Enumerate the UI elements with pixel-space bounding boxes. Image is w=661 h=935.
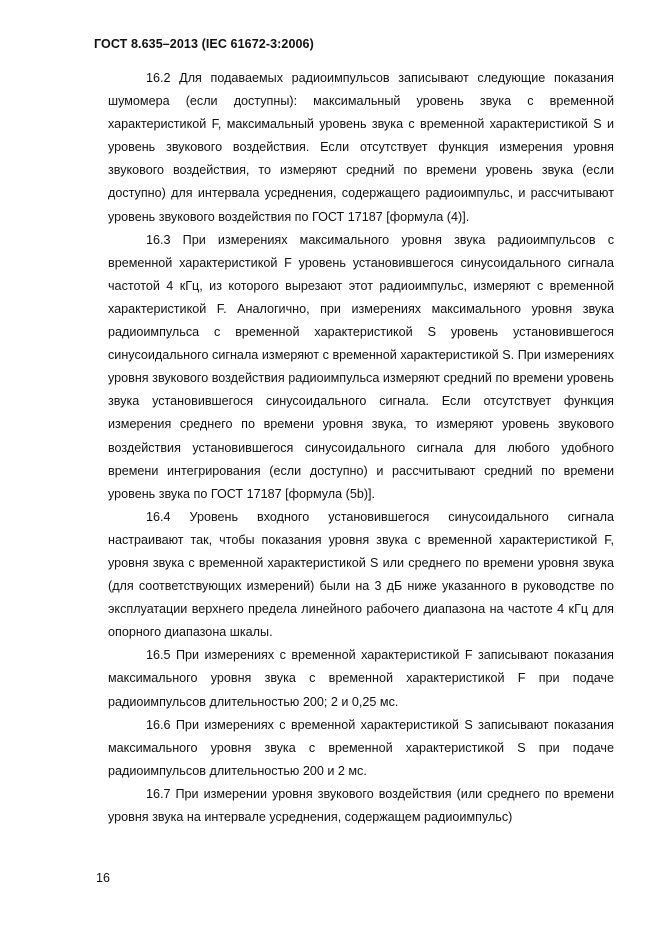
paragraph-16-2: 16.2 Для подаваемых радиоимпульсов записывают следующие показания шумомера (если доступны): максимальный уровень звука с временной характеристикой F, максимальный уровень звука с временной характеристикой S и уровень звукового воздействия. Если отсутствует функция измерения уровня звукового воздействия, то измеряют средний по времени уровень звука (если доступно) для интервала усреднения, содержащего радиоимпульс, и рассчитывают уровень звукового воздействия по ГОСТ 17187 [формула (4)]. — [108, 71, 614, 224]
paragraph-16-6: 16.6 При измерениях с временной характеристикой S записывают показания максимального уровня звука с временной характеристикой S при подаче радиоимпульсов длительностью 200 и 2 мс. — [108, 717, 614, 778]
paragraph-16-7: 16.7 При измерении уровня звукового воздействия (или среднего по времени уровня звука на интервале усреднения, содержащем радиоимпульс) — [108, 786, 614, 824]
document-header: ГОСТ 8.635–2013 (IEC 61672-3:2006) — [94, 37, 314, 51]
page-number: 16 — [96, 871, 110, 885]
paragraph-16-4: 16.4 Уровень входного установившегося синусоидального сигнала настраивают так, чтобы показания уровня звука с временной характеристикой F, уровня звука с временной характеристикой S или среднего по времени уровня звука (для соответствующих измерений) были на 3 дБ ниже указанного в руководстве по эксплуатации верхнего предела линейного рабочего диапазона на частоте 4 кГц для опорного диапазона шкалы. — [108, 509, 614, 640]
paragraph-16-5: 16.5 При измерениях с временной характеристикой F записывают показания максимального уровня звука с временной характеристикой F при подаче радиоимпульсов длительностью 200; 2 и 0,25 мс. — [108, 648, 614, 709]
document-body — [108, 67, 614, 829]
paragraph-16-3: 16.3 При измерениях максимального уровня звука радиоимпульсов с временной характеристикой F уровень установившегося синусоидального сигнала частотой 4 кГц, из которого вырезают этот радиоимпульс, измеряют с временной характеристикой F. Аналогично, при измерениях максимального уровня звука радиоимпульса с временной характеристикой S уровень установившегося синусоидального сигнала измеряют с временной характеристикой S. При измерениях уровня звукового воздействия радиоимпульса измеряют средний по времени уровень звука установившегося синусоидального сигнала. Если отсутствует функция измерения среднего по времени уровня звука, то измеряют уровень звукового воздействия установившегося синусоидального сигнала для любого удобного времени интегрирования (если доступно) и рассчитывают средний по времени уровень звука по ГОСТ 17187 [формула (5b)]. — [108, 232, 614, 501]
